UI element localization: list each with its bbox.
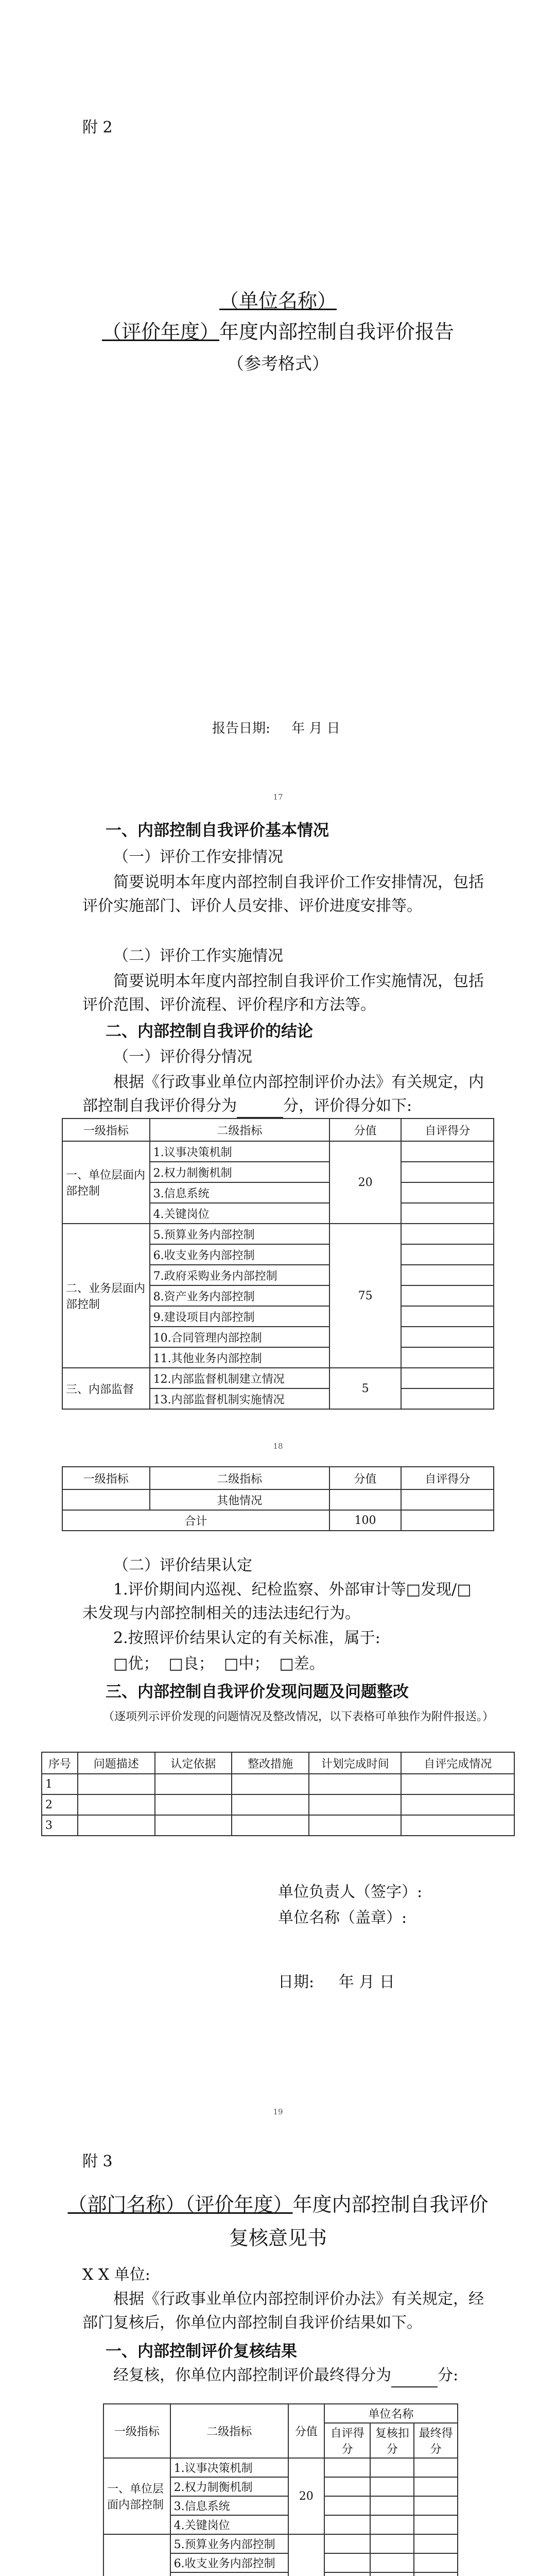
self-score-cell[interactable] xyxy=(401,1224,494,1244)
self-score-cell[interactable] xyxy=(401,1244,494,1265)
level2-cell: 其他情况 xyxy=(150,1489,329,1510)
col-header: 二级指标 xyxy=(150,1467,329,1489)
cell[interactable] xyxy=(155,1774,232,1794)
cell[interactable] xyxy=(370,2572,414,2576)
grade-option[interactable]: □优； xyxy=(113,1655,159,1673)
self-score-cell[interactable] xyxy=(401,1327,494,1347)
cell[interactable] xyxy=(324,2458,371,2477)
self-score-cell[interactable] xyxy=(401,1162,494,1182)
subheading: （一）评价得分情况 xyxy=(113,1048,252,1066)
table-row xyxy=(42,1815,514,1836)
score-cell: 75 xyxy=(329,1224,402,1368)
row-number: 2 xyxy=(42,1794,78,1815)
col-header: 认定依据 xyxy=(155,1752,232,1774)
self-score-cell[interactable] xyxy=(401,1141,494,1162)
col-header: 序号 xyxy=(42,1752,78,1774)
level2-cell: 1.议事决策机制 xyxy=(150,1141,329,1162)
level2-cell: 6.收支业务内部控制 xyxy=(150,1244,329,1265)
total-label: 合计 xyxy=(62,1510,329,1531)
cell[interactable] xyxy=(401,1815,514,1836)
level2-cell: 9.建设项目内部控制 xyxy=(150,1306,329,1327)
self-score-cell[interactable] xyxy=(401,1265,494,1285)
self-score-cell[interactable] xyxy=(401,1285,494,1306)
level1-cell: 一、单位层面内部控制 xyxy=(103,2458,170,2534)
sign-date: 日期: 年 月 日 xyxy=(278,1973,395,1991)
cell[interactable] xyxy=(414,2515,458,2534)
level2-cell: 10.合同管理内部控制 xyxy=(150,1327,329,1347)
cell[interactable] xyxy=(232,1774,309,1794)
note: （逐项列示评价发现的问题情况及整改情况，以下表格可单独作为附件报送。） xyxy=(103,1710,494,1723)
level2-cell: 5.预算业务内部控制 xyxy=(150,1224,329,1244)
review-score-table xyxy=(103,2403,458,2576)
cell[interactable] xyxy=(232,1815,309,1836)
level2-cell: 4.关键岗位 xyxy=(170,2515,288,2534)
col-header: 计划完成时间 xyxy=(309,1752,402,1774)
paragraph: 经复核，你单位内部控制评价最终得分为 分: xyxy=(113,2364,458,2387)
level2-cell: 2.权力制衡机制 xyxy=(170,2477,288,2496)
review-title-line2: 复核意见书 xyxy=(229,2227,327,2249)
self-score-cell[interactable] xyxy=(401,1489,494,1510)
page-number: 19 xyxy=(273,2107,283,2116)
page-number: 18 xyxy=(273,1442,283,1451)
level1-cell: 二、业务层面内部控制 xyxy=(62,1224,150,1368)
cell[interactable] xyxy=(401,1774,514,1794)
paragraph: 简要说明本年度内部控制自我评价工作安排情况，包括评价实施部门、评价人员安排、评价进度安排等。 xyxy=(82,873,484,915)
col-header: 问题描述 xyxy=(78,1752,155,1774)
level2-cell: 3.信息系统 xyxy=(170,2496,288,2515)
cell[interactable] xyxy=(324,2477,371,2496)
page-number: 17 xyxy=(273,792,283,802)
col-header: 分值 xyxy=(288,2404,324,2458)
cell[interactable] xyxy=(370,2515,414,2534)
cell[interactable] xyxy=(309,1815,402,1836)
col-header: 一级指标 xyxy=(62,1118,150,1141)
level1-cell xyxy=(103,2534,170,2576)
self-score-cell[interactable] xyxy=(401,1347,494,1368)
grade-options xyxy=(113,1652,325,1676)
cell[interactable] xyxy=(370,2534,414,2553)
table-row xyxy=(42,1774,514,1794)
cell[interactable] xyxy=(324,2496,371,2515)
level1-cell: 三、内部监督 xyxy=(62,1368,150,1409)
group-header: 单位名称 xyxy=(324,2404,458,2423)
cell[interactable] xyxy=(414,2572,458,2576)
total-score: 100 xyxy=(329,1510,402,1531)
cell[interactable] xyxy=(370,2477,414,2496)
report-org-name: （单位名称） xyxy=(219,290,337,312)
grade-option[interactable]: □中； xyxy=(223,1655,270,1673)
level2-cell: 8.资产业务内部控制 xyxy=(150,1285,329,1306)
col-header: 二级指标 xyxy=(170,2404,288,2458)
section-heading: 二、内部控制自我评价的结论 xyxy=(106,1022,313,1041)
row-number: 3 xyxy=(42,1815,78,1836)
section-heading: 一、内部控制自我评价基本情况 xyxy=(106,821,329,840)
level2-cell: 6.收支业务内部控制 xyxy=(170,2553,288,2572)
level2-cell: 7.政府采购业务内部控制 xyxy=(150,1265,329,1285)
cell[interactable] xyxy=(155,1794,232,1815)
issue-table xyxy=(41,1752,515,1836)
cell[interactable] xyxy=(324,2534,371,2553)
report-subtitle: （参考格式） xyxy=(227,353,329,374)
subheading: （一）评价工作安排情况 xyxy=(113,848,283,866)
level2-cell: 13.内部监督机制实施情况 xyxy=(150,1388,329,1409)
cell[interactable] xyxy=(414,2496,458,2515)
cell[interactable] xyxy=(370,2458,414,2477)
col-header: 自评得分 xyxy=(324,2423,371,2458)
score-cell: 20 xyxy=(329,1141,402,1224)
cell[interactable] xyxy=(155,1815,232,1836)
score-cell: 20 xyxy=(288,2458,324,2534)
cell[interactable] xyxy=(401,1794,514,1815)
cell[interactable] xyxy=(414,2553,458,2572)
cell[interactable] xyxy=(324,2572,371,2576)
cell[interactable] xyxy=(309,1794,402,1815)
section-heading: 三、内部控制自我评价发现问题及问题整改 xyxy=(106,1683,409,1701)
level1-cell xyxy=(62,1489,150,1510)
paragraph: 简要说明本年度内部控制自我评价工作实施情况，包括评价范围、评价流程、评价程序和方法等。 xyxy=(82,972,484,1014)
score-table xyxy=(62,1118,494,1410)
self-score-cell[interactable] xyxy=(401,1510,494,1531)
level2-cell xyxy=(170,2572,288,2576)
grade-option[interactable]: □良； xyxy=(168,1655,214,1673)
cell[interactable] xyxy=(324,2515,371,2534)
col-header: 自评完成情况 xyxy=(401,1752,514,1774)
col-header: 二级指标 xyxy=(150,1118,329,1141)
level2-cell: 4.关键岗位 xyxy=(150,1203,329,1224)
score-table-continued xyxy=(62,1466,494,1531)
cell[interactable] xyxy=(232,1794,309,1815)
col-header: 复核扣分 xyxy=(370,2423,414,2458)
level2-cell: 11.其他业务内部控制 xyxy=(150,1347,329,1368)
annex-label: 附 2 xyxy=(82,118,113,137)
row-number: 1 xyxy=(42,1774,78,1794)
grade-option[interactable]: □差。 xyxy=(279,1655,325,1673)
cell[interactable] xyxy=(78,1794,155,1815)
report-date: 报告日期: 年 月 日 xyxy=(212,721,340,736)
level2-cell: 1.议事决策机制 xyxy=(170,2458,288,2477)
col-header: 整改措施 xyxy=(232,1752,309,1774)
cell[interactable] xyxy=(309,1774,402,1794)
score-cell xyxy=(329,1489,402,1510)
paragraph: 2.按照评价结果认定的有关标准，属于: xyxy=(113,1629,380,1647)
col-header: 自评得分 xyxy=(401,1467,494,1489)
self-score-cell[interactable] xyxy=(401,1203,494,1224)
col-header: 自评得分 xyxy=(401,1118,494,1141)
col-header: 一级指标 xyxy=(62,1467,150,1489)
self-score-cell[interactable] xyxy=(401,1368,494,1388)
cell[interactable] xyxy=(414,2534,458,2553)
level1-cell: 一、单位层面内部控制 xyxy=(62,1141,150,1224)
report-title: （评价年度）年度内部控制自我评价报告 xyxy=(101,320,455,343)
paragraph: 1.评价期间内巡视、纪检监察、外部审计等□发现/□未发现与内部控制相关的违法违纪行为。 xyxy=(82,1581,472,1622)
level2-cell: 3.信息系统 xyxy=(150,1182,329,1203)
self-score-cell[interactable] xyxy=(401,1388,494,1409)
col-header: 分值 xyxy=(329,1467,402,1489)
level2-cell: 2.权力制衡机制 xyxy=(150,1162,329,1182)
subheading: （二）评价工作实施情况 xyxy=(113,947,283,965)
self-score-cell[interactable] xyxy=(401,1306,494,1327)
table-row xyxy=(42,1794,514,1815)
paragraph: 根据《行政事业单位内部控制评价办法》有关规定，经部门复核后，你单位内部控制自我评价结果如下。 xyxy=(82,2290,484,2332)
col-header: 最终得分 xyxy=(414,2423,458,2458)
annex-label: 附 3 xyxy=(82,2153,113,2171)
col-header: 一级指标 xyxy=(103,2404,170,2458)
level2-cell: 12.内部监督机制建立情况 xyxy=(150,1368,329,1388)
cell[interactable] xyxy=(370,2496,414,2515)
subheading: （二）评价结果认定 xyxy=(113,1556,252,1574)
cell[interactable] xyxy=(414,2477,458,2496)
review-title: （部门名称）（评价年度）年度内部控制自我评价 xyxy=(67,2193,489,2216)
score-cell xyxy=(288,2534,324,2576)
level2-cell: 5.预算业务内部控制 xyxy=(170,2534,288,2553)
self-score-cell[interactable] xyxy=(401,1182,494,1203)
cell[interactable] xyxy=(78,1774,155,1794)
section-heading: 一、内部控制评价复核结果 xyxy=(106,2342,297,2361)
signer-label: 单位负责人（签字）: xyxy=(278,1883,423,1901)
cell[interactable] xyxy=(370,2553,414,2572)
addressee: X X 单位: xyxy=(82,2266,150,2284)
cell[interactable] xyxy=(78,1815,155,1836)
cell[interactable] xyxy=(324,2553,371,2572)
score-cell: 5 xyxy=(329,1368,402,1409)
seal-label: 单位名称（盖章）: xyxy=(278,1909,407,1927)
cell[interactable] xyxy=(414,2458,458,2477)
paragraph: 根据《行政事业单位内部控制评价办法》有关规定，内部控制自我评价得分为 分，评价得分如下: xyxy=(82,1071,484,1118)
col-header: 分值 xyxy=(329,1118,402,1141)
